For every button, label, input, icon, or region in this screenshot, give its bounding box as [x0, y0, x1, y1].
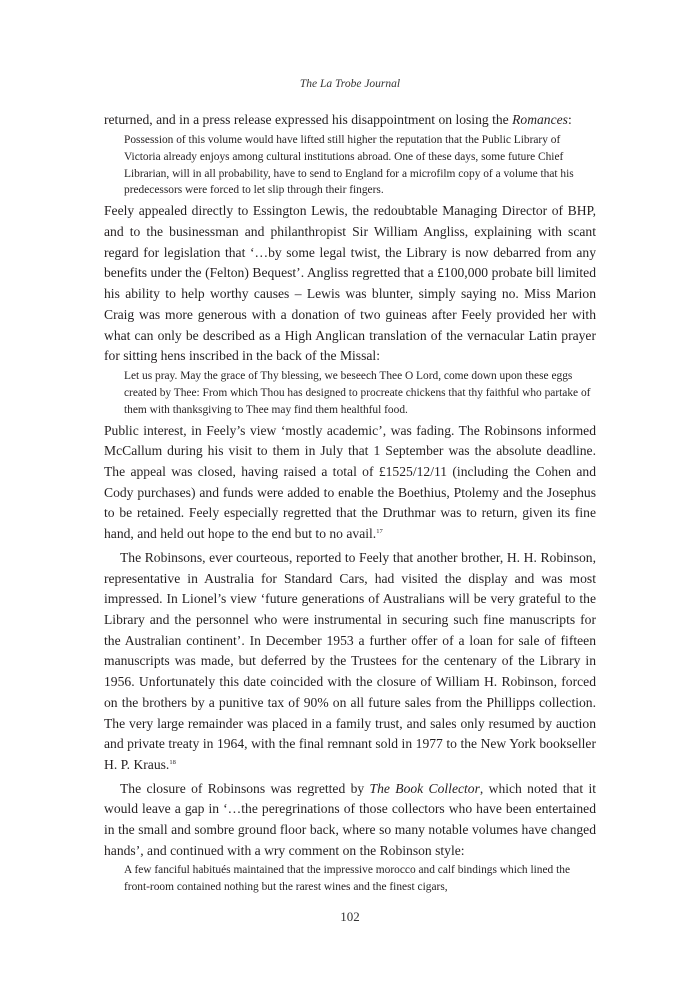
book-collector-title: The Book Collector	[369, 780, 480, 796]
paragraph-3	[104, 421, 596, 545]
paragraph-1	[104, 110, 596, 131]
paragraph-1-text: returned, and in a press release expressed his disappointment on losing the	[104, 112, 513, 127]
paragraph-2: Feely appealed directly to Essington Lewis, the redoubtable Managing Director of BHP, and to the businessman and philanthropist Sir William Angliss, explaining with scant regard for legislation that ‘…by some legal twist, the Library is now debarred from any benefits under the (Felton) Bequest’. Angliss regretted that a £100,000 probate bill limited his ability to help worthy causes – Lewis was blunter, simply saying no. Miss Marion Craig was more generous with a donation of two guineas after Feely provided her with what can only be described as a High Anglican translation of the vernacular Latin prayer for sitting hens inscribed in the back of the Missal:	[104, 203, 596, 364]
romances-title: Romances	[512, 112, 568, 127]
article-body	[104, 110, 596, 898]
paragraph-4-text: The Robinsons, ever courteous, reported to Feely that another brother, H. H. Robinson, representative in Australia for Standard Cars, had visited the display and was most impressed. In Lionel’s view ‘future generations of Australians will be very grateful to the Library and the personnel who were instrumental in securing such fine manuscripts for the Australian continent’. In December 1953 a further offer of a loan for sale of fifteen manuscripts was made, but deferred by the Trustees for the centenary of the Library in 1956. Unfortunately this date coincided with the closure of William H. Robinson, forced on the brothers by a punitive tax of 90% on all future sales from the Phillipps collection. The very large remainder was placed in a family trust, and sales only resumed by auction and private treaty in 1964, with the final remnant sold in 1977 to the New York bookseller H. P. Kraus.	[104, 549, 596, 772]
paragraph-5-start: The closure of Robinsons was regretted by	[120, 780, 370, 796]
paragraph-3-text: Public interest, in Feely’s view ‘mostly academic’, was fading. The Robinsons informed McCallum during his visit to them in July that 1 September was the absolute deadline. The appeal was closed, having raised a total of £1525/12/11 (including the Cohen and Cody purchases) and funds were added to enable the Boethius, Ptolemy and the Josephus to be retained. Feely especially regretted that the Druthmar was to return, given its fine hand, and held out hope to the end but to no avail.	[104, 422, 596, 542]
paragraph-4	[104, 548, 596, 776]
block-quote-3: A few fanciful habitués maintained that the impressive morocco and calf bindings which lined the front-room contained nothing but the rarest wines and the finest cigars,	[124, 864, 571, 894]
paragraph-5-text: , which noted that it would leave a gap in ‘…the peregrinations of those collectors who have been entertained in the small and sombre ground floor back, where so many notable volumes have changed hands’, and continued with a wry comment on the Robinson style:	[104, 780, 597, 858]
footnote-ref-17: 17	[376, 528, 383, 536]
page-number: 102	[340, 909, 360, 924]
running-head: The La Trobe Journal	[299, 78, 401, 90]
paragraph-5	[104, 779, 596, 862]
block-quote-1: Possession of this volume would have lifted still higher the reputation that the Public Library of Victoria already enjoys among cultural institutions abroad. One of these days, some future Chief Librarian, will in all probability, have to send to England for a microfilm copy of a volume that his predecessors were forced to let slip through their fingers.	[124, 133, 574, 197]
footnote-ref-18: 18	[169, 758, 176, 766]
paragraph-1-end: :	[567, 112, 572, 127]
block-quote-2: Let us pray. May the grace of Thy blessing, we beseech Thee O Lord, come down upon these eggs created by Thee: From which Thou has designed to procreate chickens that thy faithful who partake of them with thanksgiving to Thee may find them healthful food.	[124, 369, 591, 416]
